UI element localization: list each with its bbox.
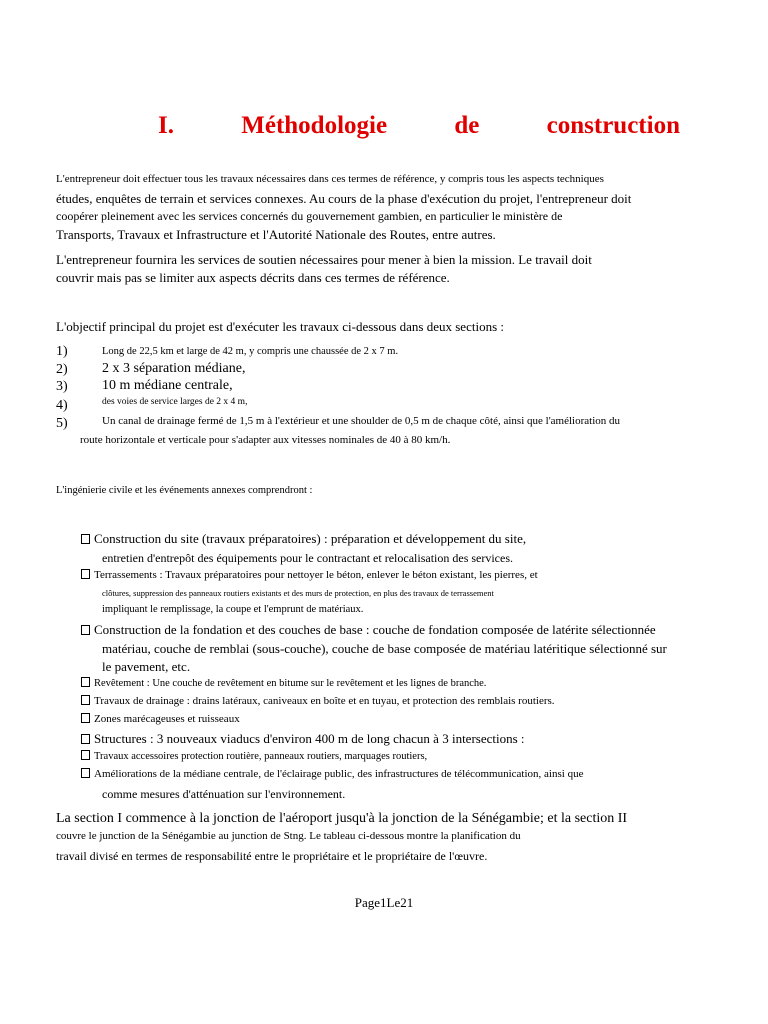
bullet-surfacing: Revêtement : Une couche de revêtement en bitume sur le revêtement et les lignes de branche. xyxy=(81,677,486,689)
checkbox-glyph-icon xyxy=(81,768,90,778)
intro-p1-line-3: coopérer pleinement avec les services concernés du gouvernement gambien, en particulier le ministère de xyxy=(56,209,563,223)
checkbox-glyph-icon xyxy=(81,750,90,760)
item-text-3: 10 m médiane centrale, xyxy=(102,378,233,393)
checkbox-glyph-icon xyxy=(81,569,90,579)
page-footer: Page1Le21 xyxy=(354,895,414,910)
intro-p2-line-2: couvrir mais pas se limiter aux aspects décrits dans ces termes de référence. xyxy=(56,270,450,285)
section-line-2: couvre le junction de la Sénégambie au junction de Stng. Le tableau ci-dessous montre la planification du xyxy=(56,830,521,842)
item-text-4: des voies de service larges de 2 x 4 m, xyxy=(102,397,248,407)
bullet-ancillary-works: Travaux accessoires protection routière, panneaux routiers, marquages routiers, xyxy=(81,750,427,762)
bullet-foundation-cont-1: matériau, couche de remblai (sous-couche), couche de base composée de matériau latéritique sélectionné sur xyxy=(102,641,667,656)
page-title xyxy=(158,110,680,142)
section-line-3: travail divisé en termes de responsabilité entre le propriétaire et le propriétaire de l'œuvre. xyxy=(56,849,488,863)
title-word-2: de xyxy=(454,112,480,139)
intro-p1-line-2: études, enquêtes de terrain et services connexes. Au cours de la phase d'exécution du projet, l'entrepreneur doit xyxy=(56,191,632,206)
item-text-5-continued: route horizontale et verticale pour s'adapter aux vitesses nominales de 40 à 80 km/h. xyxy=(80,434,451,446)
bullet-site-construction-cont: entretien d'entrepôt des équipements pour le contractant et relocalisation des services. xyxy=(102,551,514,565)
civil-lead: L'ingénierie civile et les événements annexes comprendront : xyxy=(56,485,313,496)
bullet-site-construction: Construction du site (travaux préparatoires) : préparation et développement du site, xyxy=(81,531,526,547)
intro-p1-line-4: Transports, Travaux et Infrastructure et l'Autorité Nationale des Routes, entre autres. xyxy=(56,227,496,242)
title-word-1: Méthodologie xyxy=(241,112,388,139)
title-number: I. xyxy=(158,112,174,139)
objective-lead: L'objectif principal du projet est d'exécuter les travaux ci-dessous dans deux sections : xyxy=(56,319,504,334)
bullet-improvements: Améliorations de la médiane centrale, de l'éclairage public, des infrastructures de télécommunication, ainsi que xyxy=(81,768,583,780)
bullet-earthworks-cont-2: impliquant le remplissage, la coupe et l'emprunt de matériaux. xyxy=(102,604,364,615)
item-number-4: 4) xyxy=(56,398,68,413)
item-number-2: 2) xyxy=(56,362,68,377)
bullet-improvements-cont: comme mesures d'atténuation sur l'environnement. xyxy=(102,787,346,801)
item-number-3: 3) xyxy=(56,379,68,394)
checkbox-glyph-icon xyxy=(81,677,90,687)
item-number-5: 5) xyxy=(56,416,68,431)
title-word-3: construction xyxy=(546,112,680,139)
checkbox-glyph-icon xyxy=(81,534,90,544)
bullet-wetlands: Zones marécageuses et ruisseaux xyxy=(81,713,240,725)
item-text-5: Un canal de drainage fermé de 1,5 m à l'extérieur et une shoulder de 0,5 m de chaque côté, ainsi que l'amélioration du xyxy=(102,415,621,427)
item-number-1: 1) xyxy=(56,344,68,359)
bullet-drainage: Travaux de drainage : drains latéraux, caniveaux en boîte et en tuyau, et protection des remblais routiers. xyxy=(81,695,555,707)
bullet-structures: Structures : 3 nouveaux viaducs d'environ 400 m de long chacun à 3 intersections : xyxy=(81,731,525,747)
intro-p2-line-1: L'entrepreneur fournira les services de soutien nécessaires pour mener à bien la mission. Le travail doit xyxy=(56,252,592,267)
bullet-foundation-cont-2: le pavement, etc. xyxy=(102,659,191,674)
item-text-1: Long de 22,5 km et large de 42 m, y compris une chaussée de 2 x 7 m. xyxy=(102,346,399,357)
bullet-foundation: Construction de la fondation et des couches de base : couche de fondation composée de latérite sélectionnée xyxy=(81,622,656,638)
checkbox-glyph-icon xyxy=(81,695,90,705)
intro-p1-line-1: L'entrepreneur doit effectuer tous les travaux nécessaires dans ces termes de référence, y compris tous les aspects techniques xyxy=(56,173,604,185)
item-text-2: 2 x 3 séparation médiane, xyxy=(102,361,246,376)
bullet-earthworks: Terrassements : Travaux préparatoires pour nettoyer le béton, enlever le béton existant, les pierres, et xyxy=(81,569,538,581)
checkbox-glyph-icon xyxy=(81,734,90,744)
bullet-earthworks-cont-1: clôtures, suppression des panneaux routiers existants et des murs de protection, en plus des travaux de terrassement xyxy=(102,588,494,598)
checkbox-glyph-icon xyxy=(81,625,90,635)
section-line-1: La section I commence à la jonction de l'aéroport jusqu'à la jonction de la Sénégambie; et la section II xyxy=(56,811,628,826)
checkbox-glyph-icon xyxy=(81,713,90,723)
